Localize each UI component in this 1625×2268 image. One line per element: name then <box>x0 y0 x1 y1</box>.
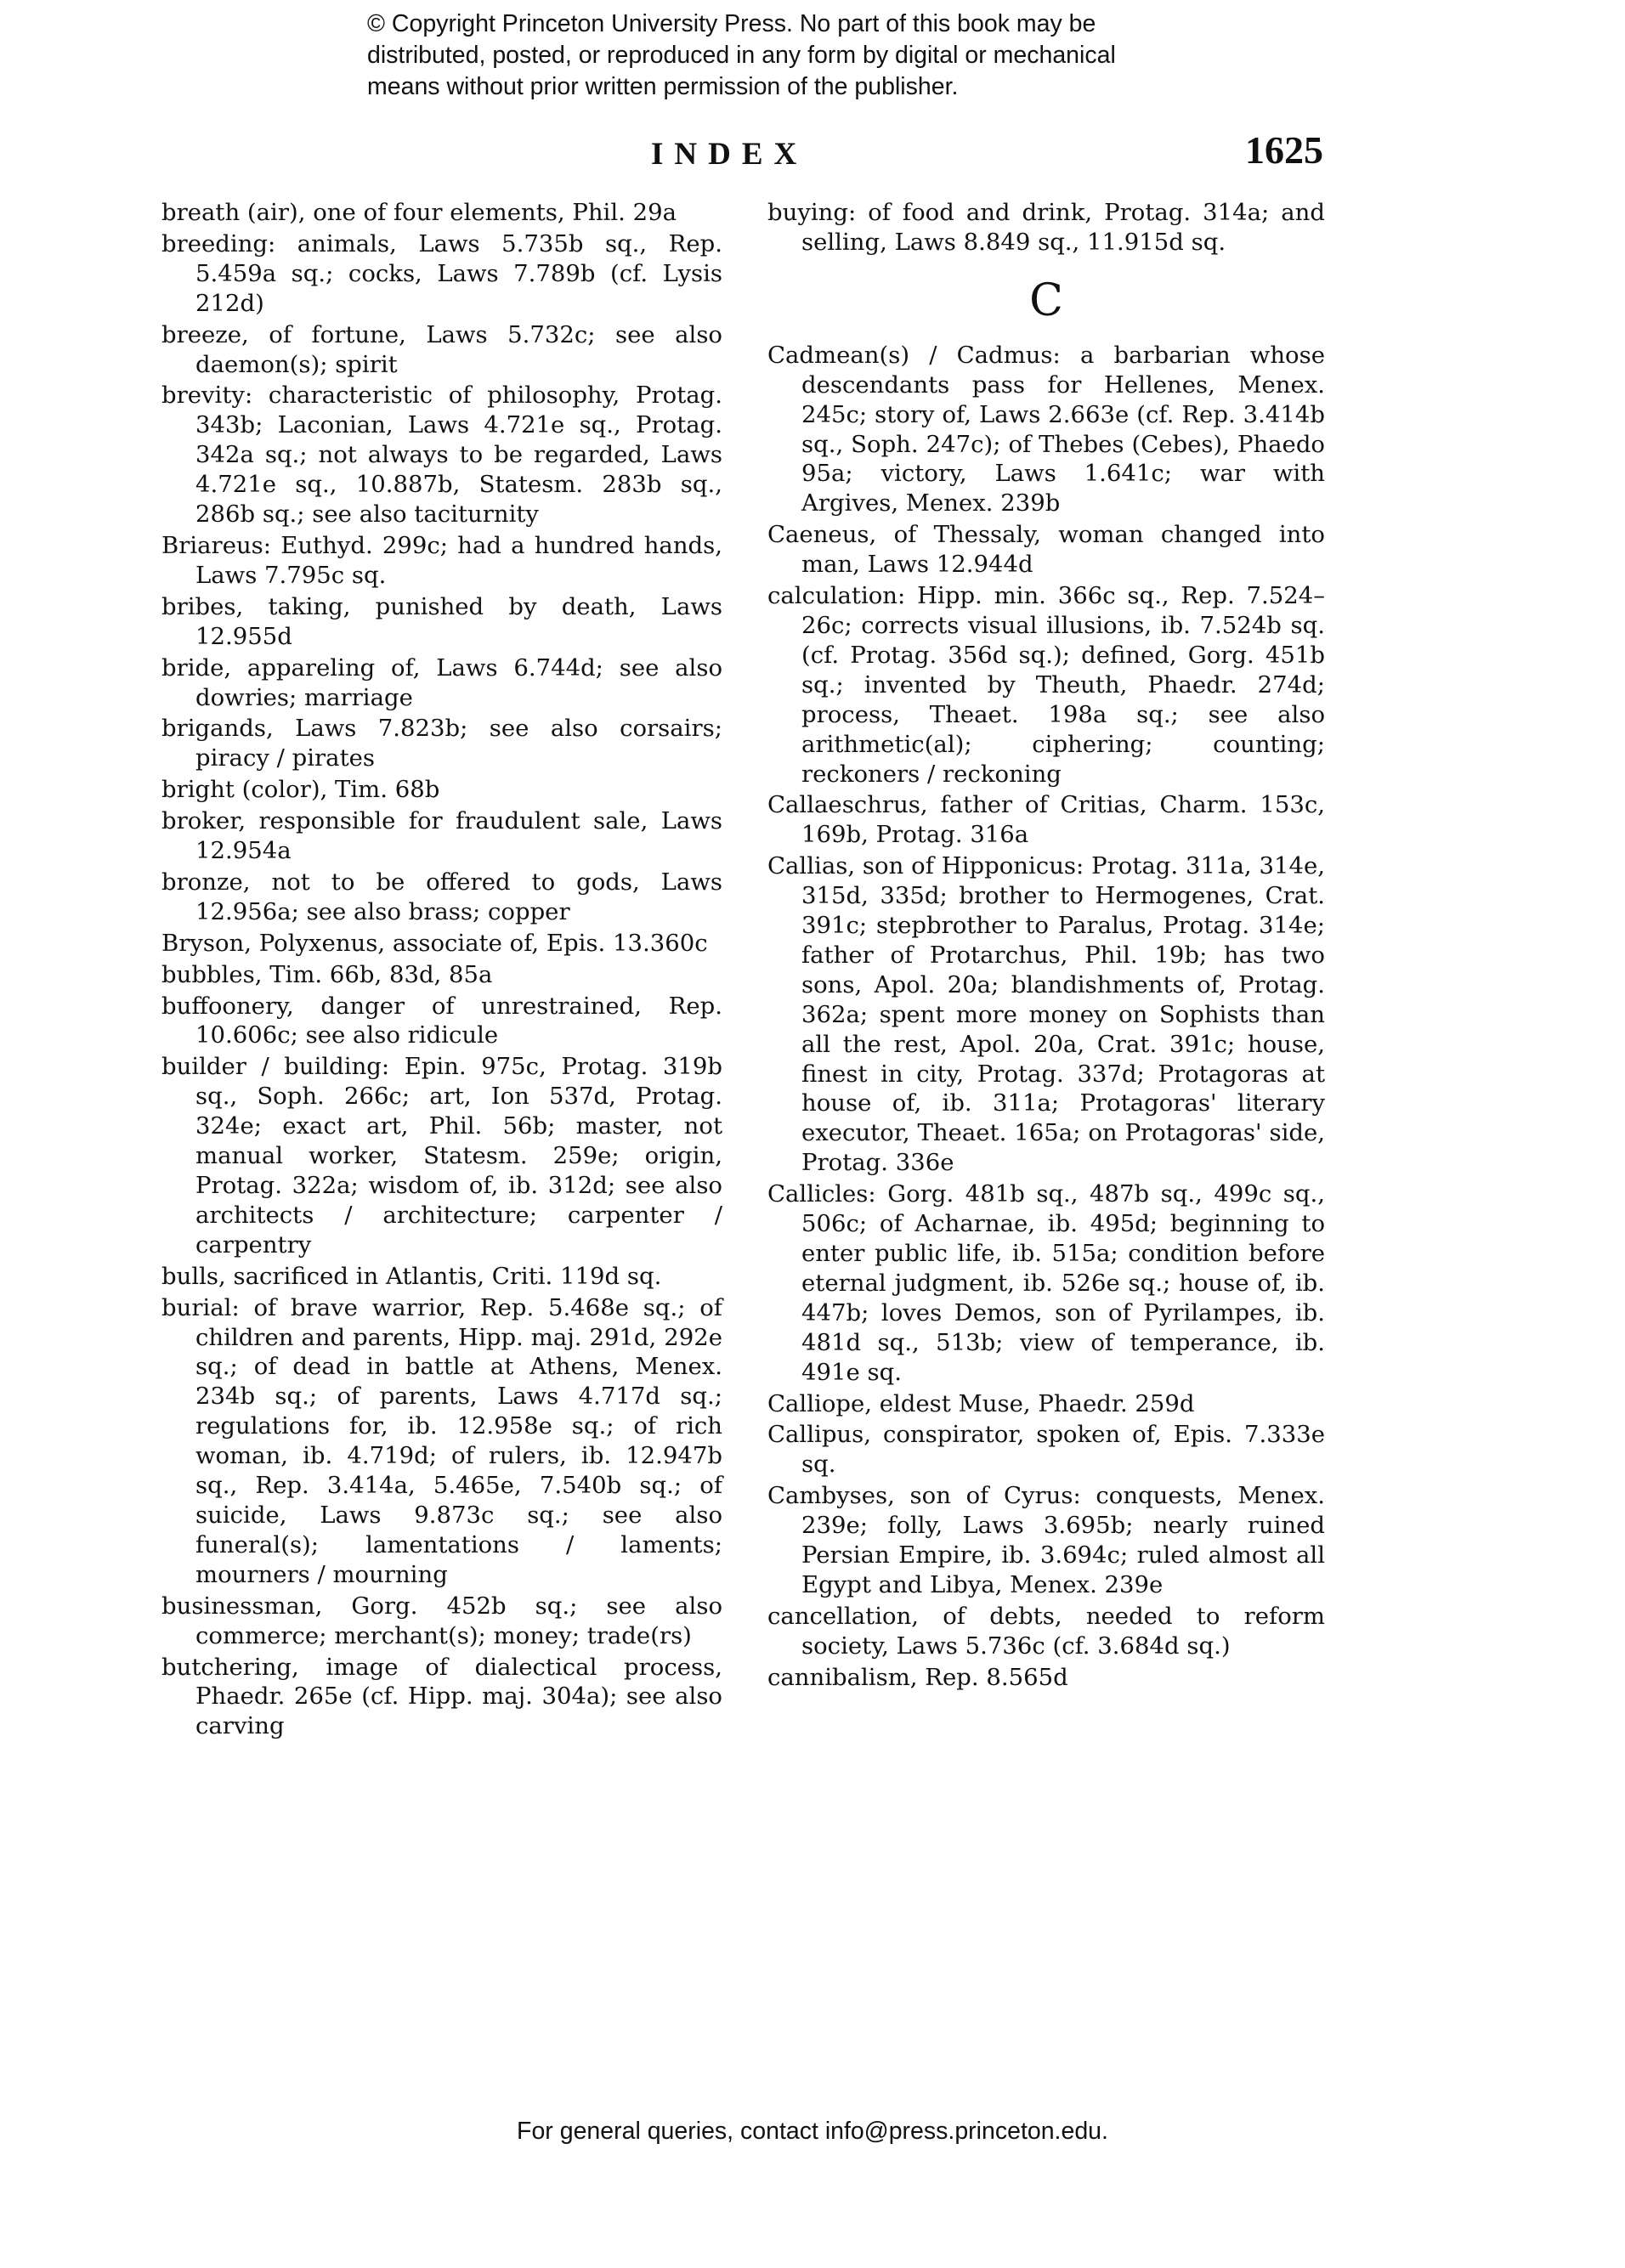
index-entry: Bryson, Polyxenus, associate of, Epis. 13.360c <box>161 929 708 957</box>
index-entry: burial: of brave warrior, Rep. 5.468e sq.; of children and parents, Hipp. maj. 291d, 292e sq.; of dead in battle at Athens, Menex. 234b sq.; of parents, Laws 4.717d sq.; regulations for, ib. 12.958e sq.; of rich woman, ib. 4.719d; of rulers, ib. 12.947b sq., Rep. 3.414a, 5.465e, 7.540b sq.; of suicide, Laws 9.873c sq.; see also funeral(s); lamentations / laments; mourners / mourning <box>161 1293 722 1588</box>
index-entry: butchering, image of dialectical process, Phaedr. 265e (cf. Hipp. maj. 304a); see also carving <box>161 1653 722 1740</box>
running-head <box>0 127 1625 178</box>
index-entry: businessman, Gorg. 452b sq.; see also commerce; merchant(s); money; trade(rs) <box>161 1592 722 1649</box>
copyright-text: © Copyright Princeton University Press. No part of this book may be distributed, posted, or reproduced in any form by digital or mechanical means without prior written permission of the publisher. <box>367 10 1116 100</box>
index-entry: Caeneus, of Thessaly, woman changed into man, Laws 12.944d <box>767 521 1325 579</box>
index-entry: breeding: animals, Laws 5.735b sq., Rep. 5.459a sq.; cocks, Laws 7.789b (cf. Lysis 212d) <box>161 229 722 317</box>
index-entry: brevity: characteristic of philosophy, Protag. 343b; Laconian, Laws 4.721e sq., Protag. 342a sq.; not always to be regarded, Laws 4.721e sq., 10.887b, Statesm. 283b sq., 286b sq.; see also taciturnity <box>161 382 722 529</box>
page-label: INDEX <box>651 137 808 172</box>
index-entry: builder / building: Epin. 975c, Protag. 319b sq., Soph. 266c; art, Ion 537d, Protag. 324e; exact art, Phil. 56b; master, not manual worker, Statesm. 259e; origin, Protag. 322a; wisdom of, ib. 312d; see also architects / architecture; carpenter / carpentry <box>161 1053 722 1258</box>
index-entry: cancellation, of debts, needed to reform society, Laws 5.736c (cf. 3.684d sq.) <box>767 1602 1325 1660</box>
index-entry: bubbles, Tim. 66b, 83d, 85a <box>161 960 493 988</box>
index-entry: calculation: Hipp. min. 366c sq., Rep. 7.524–26c; corrects visual illusions, ib. 7.524b sq. (cf. Protag. 356d sq.); defined, Gorg. 451b sq.; invented by Theuth, Phaedr. 274d; process, Theaet. 198a sq.; see also arithmetic(al); ciphering; counting; reckoners / reckoning <box>767 582 1325 788</box>
index-entry: Callias, son of Hipponicus: Protag. 311a, 314e, 315d, 335d; brother to Hermogenes, Crat. 391c; stepbrother to Paralus, Protag. 314e; father of Protarchus, Phil. 19b; has two sons, Apol. 20a; blandishments of, Protag. 362a; spent more money on Sophists than all the rest, Apol. 20a, Crat. 391c; house, finest in city, Protag. 337d; Protagoras at house of, ib. 311a; Protagoras' literary executor, Theaet. 165a; on Protagoras' side, Protag. 336e <box>767 852 1325 1177</box>
index-entry: Briareus: Euthyd. 299c; had a hundred hands, Laws 7.795c sq. <box>161 531 722 589</box>
index-entry: buying: of food and drink, Protag. 314a; and selling, Laws 8.849 sq., 11.915d sq. <box>767 199 1325 256</box>
index-entry: Callaeschrus, father of Critias, Charm. 153c, 169b, Protag. 316a <box>767 791 1325 849</box>
index-entry: breeze, of fortune, Laws 5.732c; see also daemon(s); spirit <box>161 320 722 378</box>
copyright-notice <box>367 8 1217 103</box>
index-entry: breath (air), one of four elements, Phil. 29a <box>161 199 677 226</box>
index-entry: broker, responsible for fraudulent sale, Laws 12.954a <box>161 807 722 865</box>
index-column-left <box>161 198 722 1743</box>
index-entry: Callipus, conspirator, spoken of, Epis. 7.333e sq. <box>767 1421 1325 1479</box>
index-entry: cannibalism, Rep. 8.565d <box>767 1663 1068 1691</box>
footer-contact: For general queries, contact info@press.princeton.edu. <box>517 2118 1108 2145</box>
index-entry: Cadmean(s) / Cadmus: a barbarian whose descendants pass for Hellenes, Menex. 245c; story of, Laws 2.663e (cf. Rep. 3.414b sq., Soph. 247c); of Thebes (Cebes), Phaedo 95a; victory, Laws 1.641c; war with Argives, Menex. 239b <box>767 341 1325 518</box>
section-letter: C <box>1029 274 1063 326</box>
index-entry: bright (color), Tim. 68b <box>161 776 440 804</box>
index-entry: brigands, Laws 7.823b; see also corsairs; piracy / pirates <box>161 715 722 772</box>
index-entry: bride, appareling of, Laws 6.744d; see also dowries; marriage <box>161 653 722 711</box>
index-entry: bronze, not to be offered to gods, Laws 12.956a; see also brass; copper <box>161 868 722 925</box>
index-entry: Calliope, eldest Muse, Phaedr. 259d <box>767 1389 1195 1417</box>
index-entry: bulls, sacrificed in Atlantis, Criti. 119d sq. <box>161 1262 662 1290</box>
index-entry: Callicles: Gorg. 481b sq., 487b sq., 499c sq., 506c; of Acharnae, ib. 495d; beginning to enter public life, ib. 515a; condition before eternal judgment, ib. 526e sq.; house of, ib. 447b; loves Demos, son of Pyrilampes, ib. 481d sq., 513b; view of temperance, ib. 491e sq. <box>767 1180 1325 1386</box>
index-entry: bribes, taking, punished by death, Laws 12.955d <box>161 592 722 650</box>
page-number: 1625 <box>1245 128 1323 172</box>
index-column-right <box>767 198 1325 1694</box>
index-entry: buffoonery, danger of unrestrained, Rep. 10.606c; see also ridicule <box>161 992 722 1049</box>
index-entry: Cambyses, son of Cyrus: conquests, Menex. 239e; folly, Laws 3.695b; nearly ruined Persian Empire, ib. 3.694c; ruled almost all Egypt and Libya, Menex. 239e <box>767 1482 1325 1598</box>
